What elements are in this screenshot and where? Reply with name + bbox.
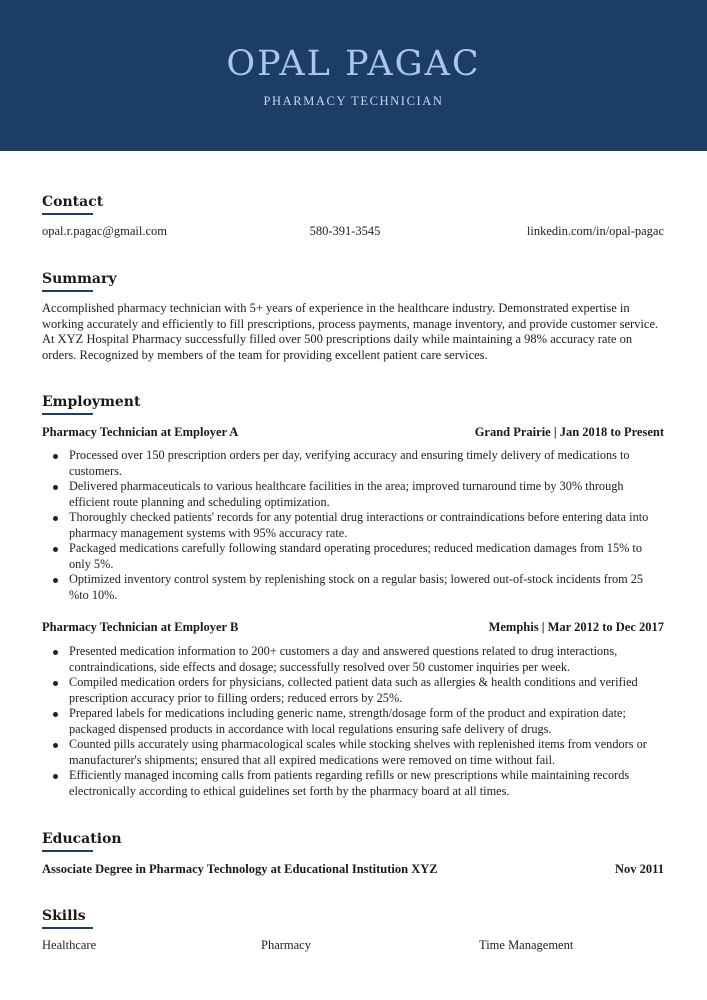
list-item: Optimized inventory control system by replenishing stock on a regular basis; lowered out-of-stock incidents from 25 %to 10%.: [52, 572, 664, 603]
education-date: Nov 2011: [615, 862, 664, 876]
employment-underline: [42, 413, 93, 415]
skills-underline: [42, 927, 93, 929]
resume-header: [0, 0, 707, 151]
contact-phone[interactable]: 580-391-3545: [309, 224, 381, 238]
summary-heading: Summary: [42, 271, 117, 287]
skill-item: Healthcare: [42, 938, 97, 952]
contact-linkedin[interactable]: linkedin.com/in/opal-pagac: [526, 224, 664, 238]
job-a-title: Pharmacy Technician at Employer A: [42, 425, 239, 439]
list-item: Delivered pharmaceuticals to various healthcare facilities in the area; improved turnaround time by 30% through efficient route planning and scheduling optimization.: [52, 479, 664, 510]
skills-heading: Skills: [42, 908, 86, 924]
education-heading: Education: [42, 831, 122, 847]
job-a-bullets: [52, 448, 664, 603]
education-underline: [42, 850, 93, 852]
list-item: Efficiently managed incoming calls from patients regarding refills or new prescriptions while maintaining records electronically according to ethical guidelines set forth by the pharmacy board at all times.: [52, 768, 664, 799]
list-item: Packaged medications carefully following standard operating procedures; reduced medication damages from 15% to only 5%.: [52, 541, 664, 572]
job-title: PHARMACY TECHNICIAN: [263, 94, 444, 108]
education-degree: Associate Degree in Pharmacy Technology at Educational Institution XYZ: [42, 862, 438, 876]
contact-email[interactable]: opal.r.pagac@gmail.com: [42, 224, 168, 238]
job-b-bullets: [52, 644, 664, 799]
job-b-meta: Memphis | Mar 2012 to Dec 2017: [488, 620, 664, 634]
list-item: Prepared labels for medications including generic name, strength/dosage form of the product and expiration date; packaged dispensed products in accordance with local regulations ensuring safe delivery of drugs.: [52, 706, 664, 737]
job-b-title: Pharmacy Technician at Employer B: [42, 620, 239, 634]
skill-item: Time Management: [479, 938, 574, 952]
list-item: Counted pills accurately using pharmacological scales while stocking shelves with replenished items from vendors or manufacturer's shipments; ensured that all expired medications were removed on time without fail.: [52, 737, 664, 768]
list-item: Presented medication information to 200+ customers a day and answered questions related to drug interactions, contraindications, side effects and dosage; successfully resolved over 50 customer inquiries per week.: [52, 644, 664, 675]
employment-heading: Employment: [42, 394, 141, 410]
job-a-meta: Grand Prairie | Jan 2018 to Present: [474, 425, 664, 439]
summary-text: Accomplished pharmacy technician with 5+ years of experience in the healthcare industry. Demonstrated expertise in working accurately and efficiently to fill prescriptions, process payments, manage inventory, and provide customer service. At XYZ Hospital Pharmacy successfully filled over 500 prescriptions daily while maintaining a 98% accuracy rate on orders. Recognized by members of the team for providing excellent patient care services.: [42, 301, 659, 362]
skill-item: Pharmacy: [261, 938, 311, 952]
list-item: Processed over 150 prescription orders per day, verifying accuracy and ensuring timely delivery of medications to customers.: [52, 448, 664, 479]
summary-underline: [42, 290, 93, 292]
list-item: Compiled medication orders for physicians, collected patient data such as allergies & health conditions and verified prescription accuracy prior to filling orders; reduced errors by 25%.: [52, 675, 664, 706]
list-item: Thoroughly checked patients' records for any potential drug interactions or contraindications before entering data into pharmacy management systems with 95% accuracy rate.: [52, 510, 664, 541]
candidate-name: OPAL PAGAC: [226, 44, 481, 84]
contact-heading: Contact: [42, 194, 104, 210]
contact-underline: [42, 213, 93, 215]
